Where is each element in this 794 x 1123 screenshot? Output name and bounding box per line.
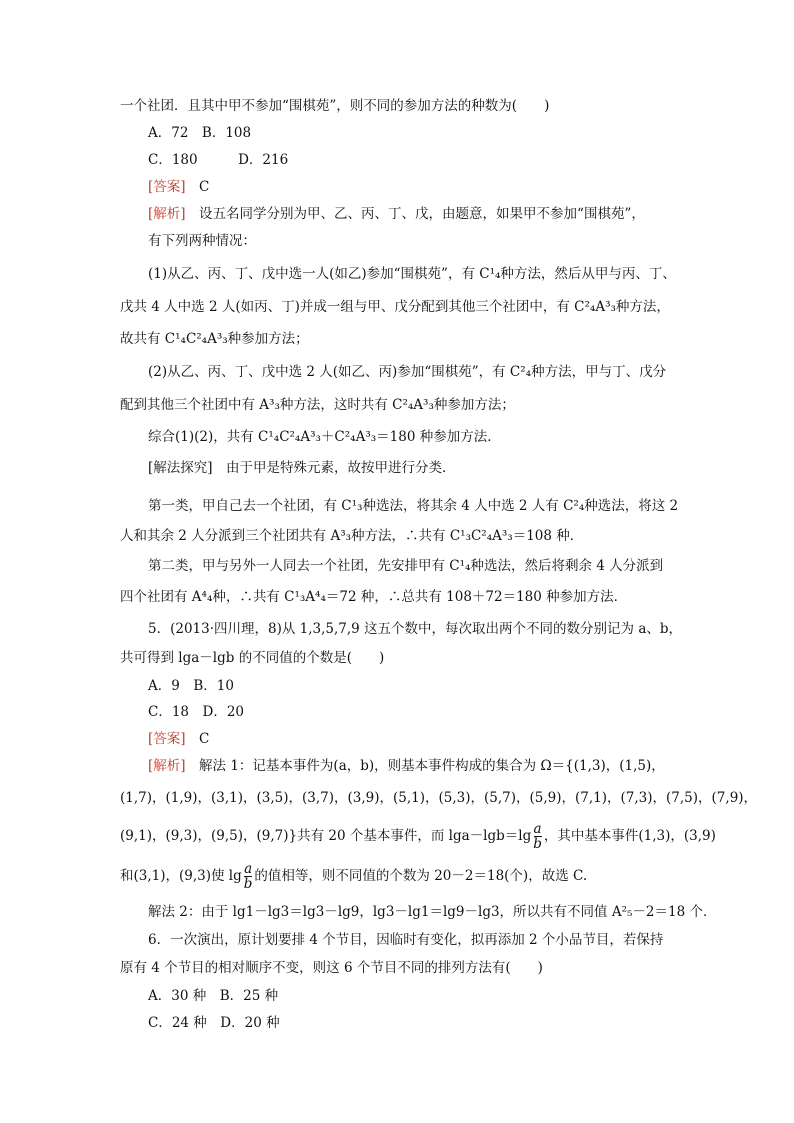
q4-case1-line2: 戊共 4 人中选 2 人(如丙、丁)并成一组与甲、戊分配到其他三个社团中，有 C²₄A³₃种方法，	[120, 299, 670, 315]
analysis-text: 设五名同学分别为甲、乙、丙、丁、戊，由题意，如果甲不参加“围棋苑”，	[199, 206, 645, 222]
method-text: 由于甲是特殊元素，故按甲进行分类．	[212, 460, 456, 476]
answer-value: C	[199, 179, 210, 195]
q4-case1-line1: (1)从乙、丙、丁、戊中选一人(如乙)参加“围棋苑”，有 C¹₄种方法，然后从甲与丙、丁、	[148, 266, 676, 282]
q4-case2-line2: 配到其他三个社团中有 A³₃种方法，这时共有 C²₄A³₃种参加方法；	[120, 397, 515, 413]
sol1-line4-a: 和(3,1)，(9,3)使 lg	[120, 868, 242, 884]
q4-summary: 综合(1)(2)，共有 C¹₄C²₄A³₃＋C²₄A³₃＝180 种参加方法．	[148, 429, 501, 445]
q4-analysis-intro-1	[148, 205, 645, 223]
q6-options-cd: C．24 种 D．20 种	[148, 1015, 280, 1031]
q4-options-cd: C．180 D．216	[148, 152, 289, 168]
q5-sol1-line1	[148, 757, 665, 775]
q4-stem-tail: 一个社团．且其中甲不参加“围棋苑”，则不同的参加方法的种数为( )	[120, 98, 550, 114]
q4-case2-line1: (2)从乙、丙、丁、戊中选 2 人(如乙、丙)参加“围棋苑”，有 C²₄种方法，甲与丁、戊分	[148, 364, 667, 380]
q4-type1-line1: 第一类，甲自己去一个社团，有 C¹₃种选法，将其余 4 人中选 2 人有 C²₄种选法，将这 2	[148, 498, 679, 514]
q4-analysis-intro-2: 有下列两种情况：	[148, 233, 256, 249]
q4-answer	[148, 178, 209, 196]
q4-options-ab: A．72 B．108	[148, 125, 252, 141]
fraction-a-over-b-2	[244, 862, 253, 891]
q6-stem-line2: 原有 4 个节目的相对顺序不变，则这 6 个节目不同的排列方法有( )	[120, 960, 543, 976]
sol1-line4-b: 的值相等，则不同值的个数为 20－2＝18(个)，故选 C.	[254, 868, 588, 884]
q5-stem-line2: 共可得到 lga－lgb 的不同值的个数是( )	[120, 650, 385, 666]
q5-sol2: 解法 2：由于 lg1－lg3＝lg3－lg9，lg3－lg1＝lg9－lg3，所以共有不同值 A²₅－2＝18 个．	[148, 904, 717, 920]
analysis-tag: [解析]	[148, 206, 186, 222]
sol1-text: 解法 1：记基本事件为(a，b)，则基本事件构成的集合为 Ω＝{(1,3)，(1,5)，	[185, 758, 665, 774]
q6-stem-line1: 6．一次演出，原计划要排 4 个节目，因临时有变化，拟再添加 2 个小品节目，若保持	[148, 932, 664, 948]
q6-options-ab: A．30 种 B．25 种	[148, 988, 279, 1004]
q5-options-cd: C．18 D．20	[148, 704, 245, 720]
fraction-numerator: a	[533, 821, 542, 837]
fraction-numerator: a	[244, 861, 253, 877]
answer-tag: [答案]	[148, 731, 186, 747]
q5-options-ab: A．9 B．10	[148, 678, 234, 694]
fraction-a-over-b	[533, 822, 542, 851]
fraction-denominator: b	[243, 876, 253, 892]
answer-tag: [答案]	[148, 179, 186, 195]
q5-sol1-line2: (1,7)，(1,9)，(3,1)，(3,5)，(3,7)，(3,9)，(5,1)，(5,3)，(5,7)，(5,9)，(7,1)，(7,3)，(7,5)，(7,9)，	[120, 790, 758, 806]
q5-sol1-line3	[120, 822, 716, 851]
q5-answer	[148, 730, 209, 748]
q4-type2-line1: 第二类，甲与另外一人同去一个社团，先安排甲有 C¹₄种选法，然后将剩余 4 人分派到	[148, 558, 664, 574]
q5-sol1-line4	[120, 862, 587, 891]
q5-stem-line1: 5．(2013·四川理，8)从 1,3,5,7,9 这五个数中，每次取出两个不同的数分别记为 a、b，	[148, 621, 683, 637]
answer-value: C	[199, 731, 210, 747]
q4-method	[148, 459, 456, 477]
analysis-tag: [解析]	[148, 758, 186, 774]
q4-type2-line2: 四个社团有 A⁴₄种，∴共有 C¹₃A⁴₄＝72 种，∴总共有 108＋72＝180 种参加方法．	[120, 589, 628, 605]
fraction-denominator: b	[533, 836, 542, 852]
sol1-line3-b: ，其中基本事件(1,3)，(3,9)	[543, 828, 716, 844]
method-tag: [解法探究]	[148, 460, 213, 476]
q4-case1-line3: 故共有 C¹₄C²₄A³₃种参加方法；	[120, 331, 309, 347]
q4-type1-line2: 人和其余 2 人分派到三个社团共有 A³₃种方法，∴共有 C¹₃C²₄A³₃＝108 种．	[120, 528, 584, 544]
sol1-line3-a: (9,1)，(9,3)，(9,5)，(9,7)}共有 20 个基本事件，而 lga－lgb＝lg	[120, 828, 532, 844]
